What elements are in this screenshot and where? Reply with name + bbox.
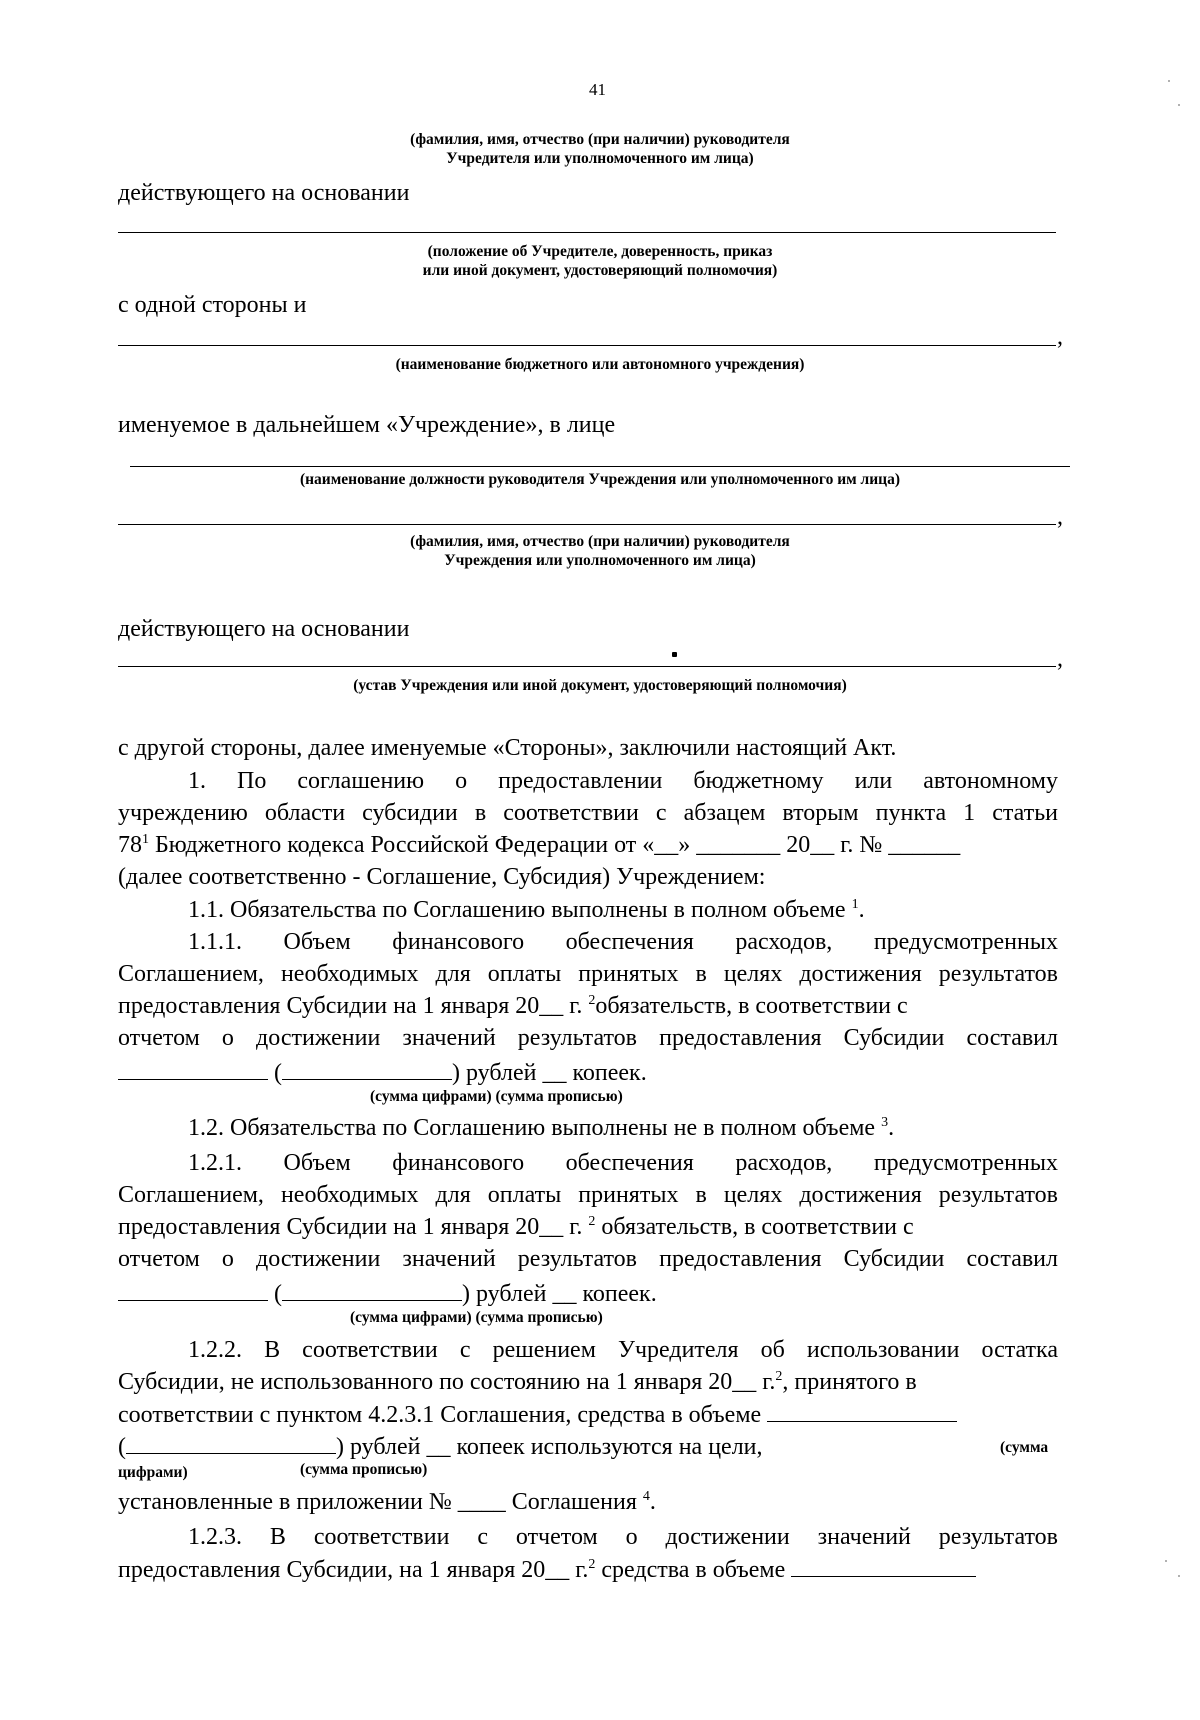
text: установленные в приложении № ____ Соглашения <box>118 1489 637 1515</box>
note-founder-document <box>300 242 900 280</box>
text: средства в объеме <box>595 1557 786 1583</box>
fill-line <box>118 232 1056 233</box>
comma: , <box>1057 324 1063 350</box>
paragraph-1-line-3 <box>118 830 960 860</box>
note-line: или иной документ, удостоверяющий полномочия) <box>422 262 778 279</box>
acting-basis-label-2: действующего на основании <box>118 616 410 642</box>
paragraph-1-1-1-line-1: 1.1.1. Объем финансового обеспечения расходов, предусмотренных <box>188 929 1058 955</box>
sum-words-blank[interactable] <box>126 1431 336 1454</box>
fill-line <box>130 466 1070 467</box>
comma: , <box>1057 504 1063 530</box>
note-line: (фамилия, имя, отчество (при наличии) руководителя <box>410 533 790 550</box>
one-side-label: с одной стороны и <box>118 292 307 318</box>
text: рублей __ копеек. <box>476 1281 657 1307</box>
text: обязательств, в соответствии с <box>595 993 908 1019</box>
footnote-ref: 2 <box>588 1214 596 1229</box>
text: предоставления Субсидии на 1 января 20__ г. <box>118 993 583 1019</box>
fill-line <box>118 524 1056 525</box>
sum-digits-blank[interactable] <box>118 1278 268 1301</box>
paragraph-1-line-1: 1. По соглашению о предоставлении бюджетному или автономному <box>188 768 1058 794</box>
amount-blank[interactable] <box>767 1399 957 1422</box>
sum-line-1: ( ) рублей __ копеек. <box>118 1057 647 1088</box>
footnote-ref: 2 <box>588 1557 596 1572</box>
paragraph-1-2-2-line-1: 1.2.2. В соответствии с решением Учредителя об использовании остатка <box>188 1337 1058 1363</box>
institution-named-label: именуемое в дальнейшем «Учреждение», в лице <box>118 412 616 438</box>
paragraph-1-1-1-line-3 <box>118 991 1058 1021</box>
note-words-label: (сумма прописью) <box>300 1461 428 1478</box>
amount-blank[interactable] <box>791 1554 976 1577</box>
footnote-ref: 2 <box>775 1369 783 1384</box>
note-institution-name: (наименование бюджетного или автономного учреждения) <box>395 356 805 373</box>
note-sum-label: (сумма <box>1000 1439 1049 1456</box>
note-institution-head-name <box>300 532 900 570</box>
note-digits-label: цифрами) <box>118 1464 188 1481</box>
text: 1.1. Обязательства по Соглашению выполнены в полном объеме <box>188 897 846 923</box>
note-line: (фамилия, имя, отчество (при наличии) руководителя <box>410 131 790 148</box>
note-position: (наименование должности руководителя Учреждения или уполномоченного им лица) <box>299 471 901 488</box>
page-number: 41 <box>589 80 606 99</box>
ink-dot <box>672 652 677 657</box>
text: соответствии с пунктом 4.2.3.1 Соглашения, средства в объеме <box>118 1402 762 1428</box>
text: предоставления Субсидии на 1 января 20__ г. <box>118 1214 583 1240</box>
text: , принятого в <box>782 1369 917 1395</box>
paragraph-1-line-2: учреждению области субсидии в соответствии с абзацем вторым пункта 1 статьи <box>118 800 1058 826</box>
paragraph-other-side: с другой стороны, далее именуемые «Стороны», заключили настоящий Акт. <box>118 735 897 761</box>
paragraph-1-2-1-line-1: 1.2.1. Объем финансового обеспечения расходов, предусмотренных <box>188 1150 1058 1176</box>
fill-line <box>118 666 1056 667</box>
fill-line <box>118 345 1056 346</box>
text: Бюджетного кодекса Российской Федерации от «__» _______ 20__ г. № ______ <box>149 832 961 858</box>
paragraph-1-2-3-line-1: 1.2.3. В соответствии с отчетом о достижении значений результатов <box>188 1524 1058 1550</box>
paragraph-1-2-2-line-4: ( ) рублей __ копеек используются на цели, <box>118 1431 763 1462</box>
acting-basis-label: действующего на основании <box>118 180 410 206</box>
sum-words-blank[interactable] <box>282 1278 462 1301</box>
note-line: (положение об Учредителе, доверенность, приказ <box>427 243 773 260</box>
paragraph-1-2-1-line-3 <box>118 1212 1058 1242</box>
note-charter: (устав Учреждения или иной документ, удостоверяющий полномочия) <box>353 677 847 694</box>
footnote-ref: 1 <box>142 832 149 847</box>
footnote-ref: 1 <box>851 897 859 912</box>
text: рублей __ копеек. <box>466 1060 647 1086</box>
paragraph-1-2: 1.2. Обязательства по Соглашению выполнены не в полном объеме $^3$. <box>188 1115 895 1141</box>
comma: , <box>1057 646 1063 672</box>
paragraph-1-1: 1.1. Обязательства по Соглашению выполнены в полном объеме $^1$. <box>188 897 865 923</box>
paragraph-1-2-1-line-4: отчетом о достижении значений результатов предоставления Субсидии составил <box>118 1246 1058 1272</box>
paragraph-1-line-4: (далее соответственно - Соглашение, Субсидия) Учреждением: <box>118 864 766 890</box>
footnote-ref: 2 <box>588 993 596 1008</box>
paragraph-1-2-2-line-6: установленные в приложении № ____ Соглашения $^4$. <box>118 1489 656 1515</box>
paragraph-1-2-3-line-2 <box>118 1554 976 1585</box>
paragraph-1-1-1-line-4: отчетом о достижении значений результатов предоставления Субсидии составил <box>118 1025 1058 1051</box>
text: 78 <box>118 832 142 858</box>
text: рублей __ копеек используются на цели, <box>350 1434 763 1460</box>
text: 1.2. Обязательства по Соглашению выполнены не в полном объеме <box>188 1115 876 1141</box>
text: предоставления Субсидии, на 1 января 20__ г. <box>118 1557 589 1583</box>
paragraph-1-1-1-line-2: Соглашением, необходимых для оплаты принятых в целях достижения результатов <box>118 961 1058 987</box>
scan-speck <box>1165 1560 1167 1562</box>
note-sum-2: (сумма цифрами) (сумма прописью) <box>350 1309 603 1326</box>
sum-digits-blank[interactable] <box>118 1057 268 1080</box>
scan-speck <box>1168 80 1170 82</box>
note-line: Учреждения или уполномоченного им лица) <box>444 552 756 569</box>
text: обязательств, в соответствии с <box>601 1214 914 1240</box>
scan-speck <box>1178 104 1180 106</box>
paragraph-1-2-2-line-2 <box>118 1367 1058 1397</box>
scan-speck <box>1178 1575 1180 1577</box>
paragraph-1-2-2-line-3 <box>118 1399 957 1430</box>
note-sum-1: (сумма цифрами) (сумма прописью) <box>370 1088 623 1105</box>
paragraph-1-2-1-line-2: Соглашением, необходимых для оплаты принятых в целях достижения результатов <box>118 1182 1058 1208</box>
sum-words-blank[interactable] <box>282 1057 452 1080</box>
note-founder-head-name <box>300 130 900 168</box>
footnote-ref: 3 <box>881 1115 889 1130</box>
footnote-ref: 4 <box>642 1489 650 1504</box>
sum-line-2: ( ) рублей __ копеек. <box>118 1278 657 1309</box>
note-line: Учредителя или уполномоченного им лица) <box>446 150 754 167</box>
text: Субсидии, не использованного по состоянию на 1 января 20__ г. <box>118 1369 776 1395</box>
